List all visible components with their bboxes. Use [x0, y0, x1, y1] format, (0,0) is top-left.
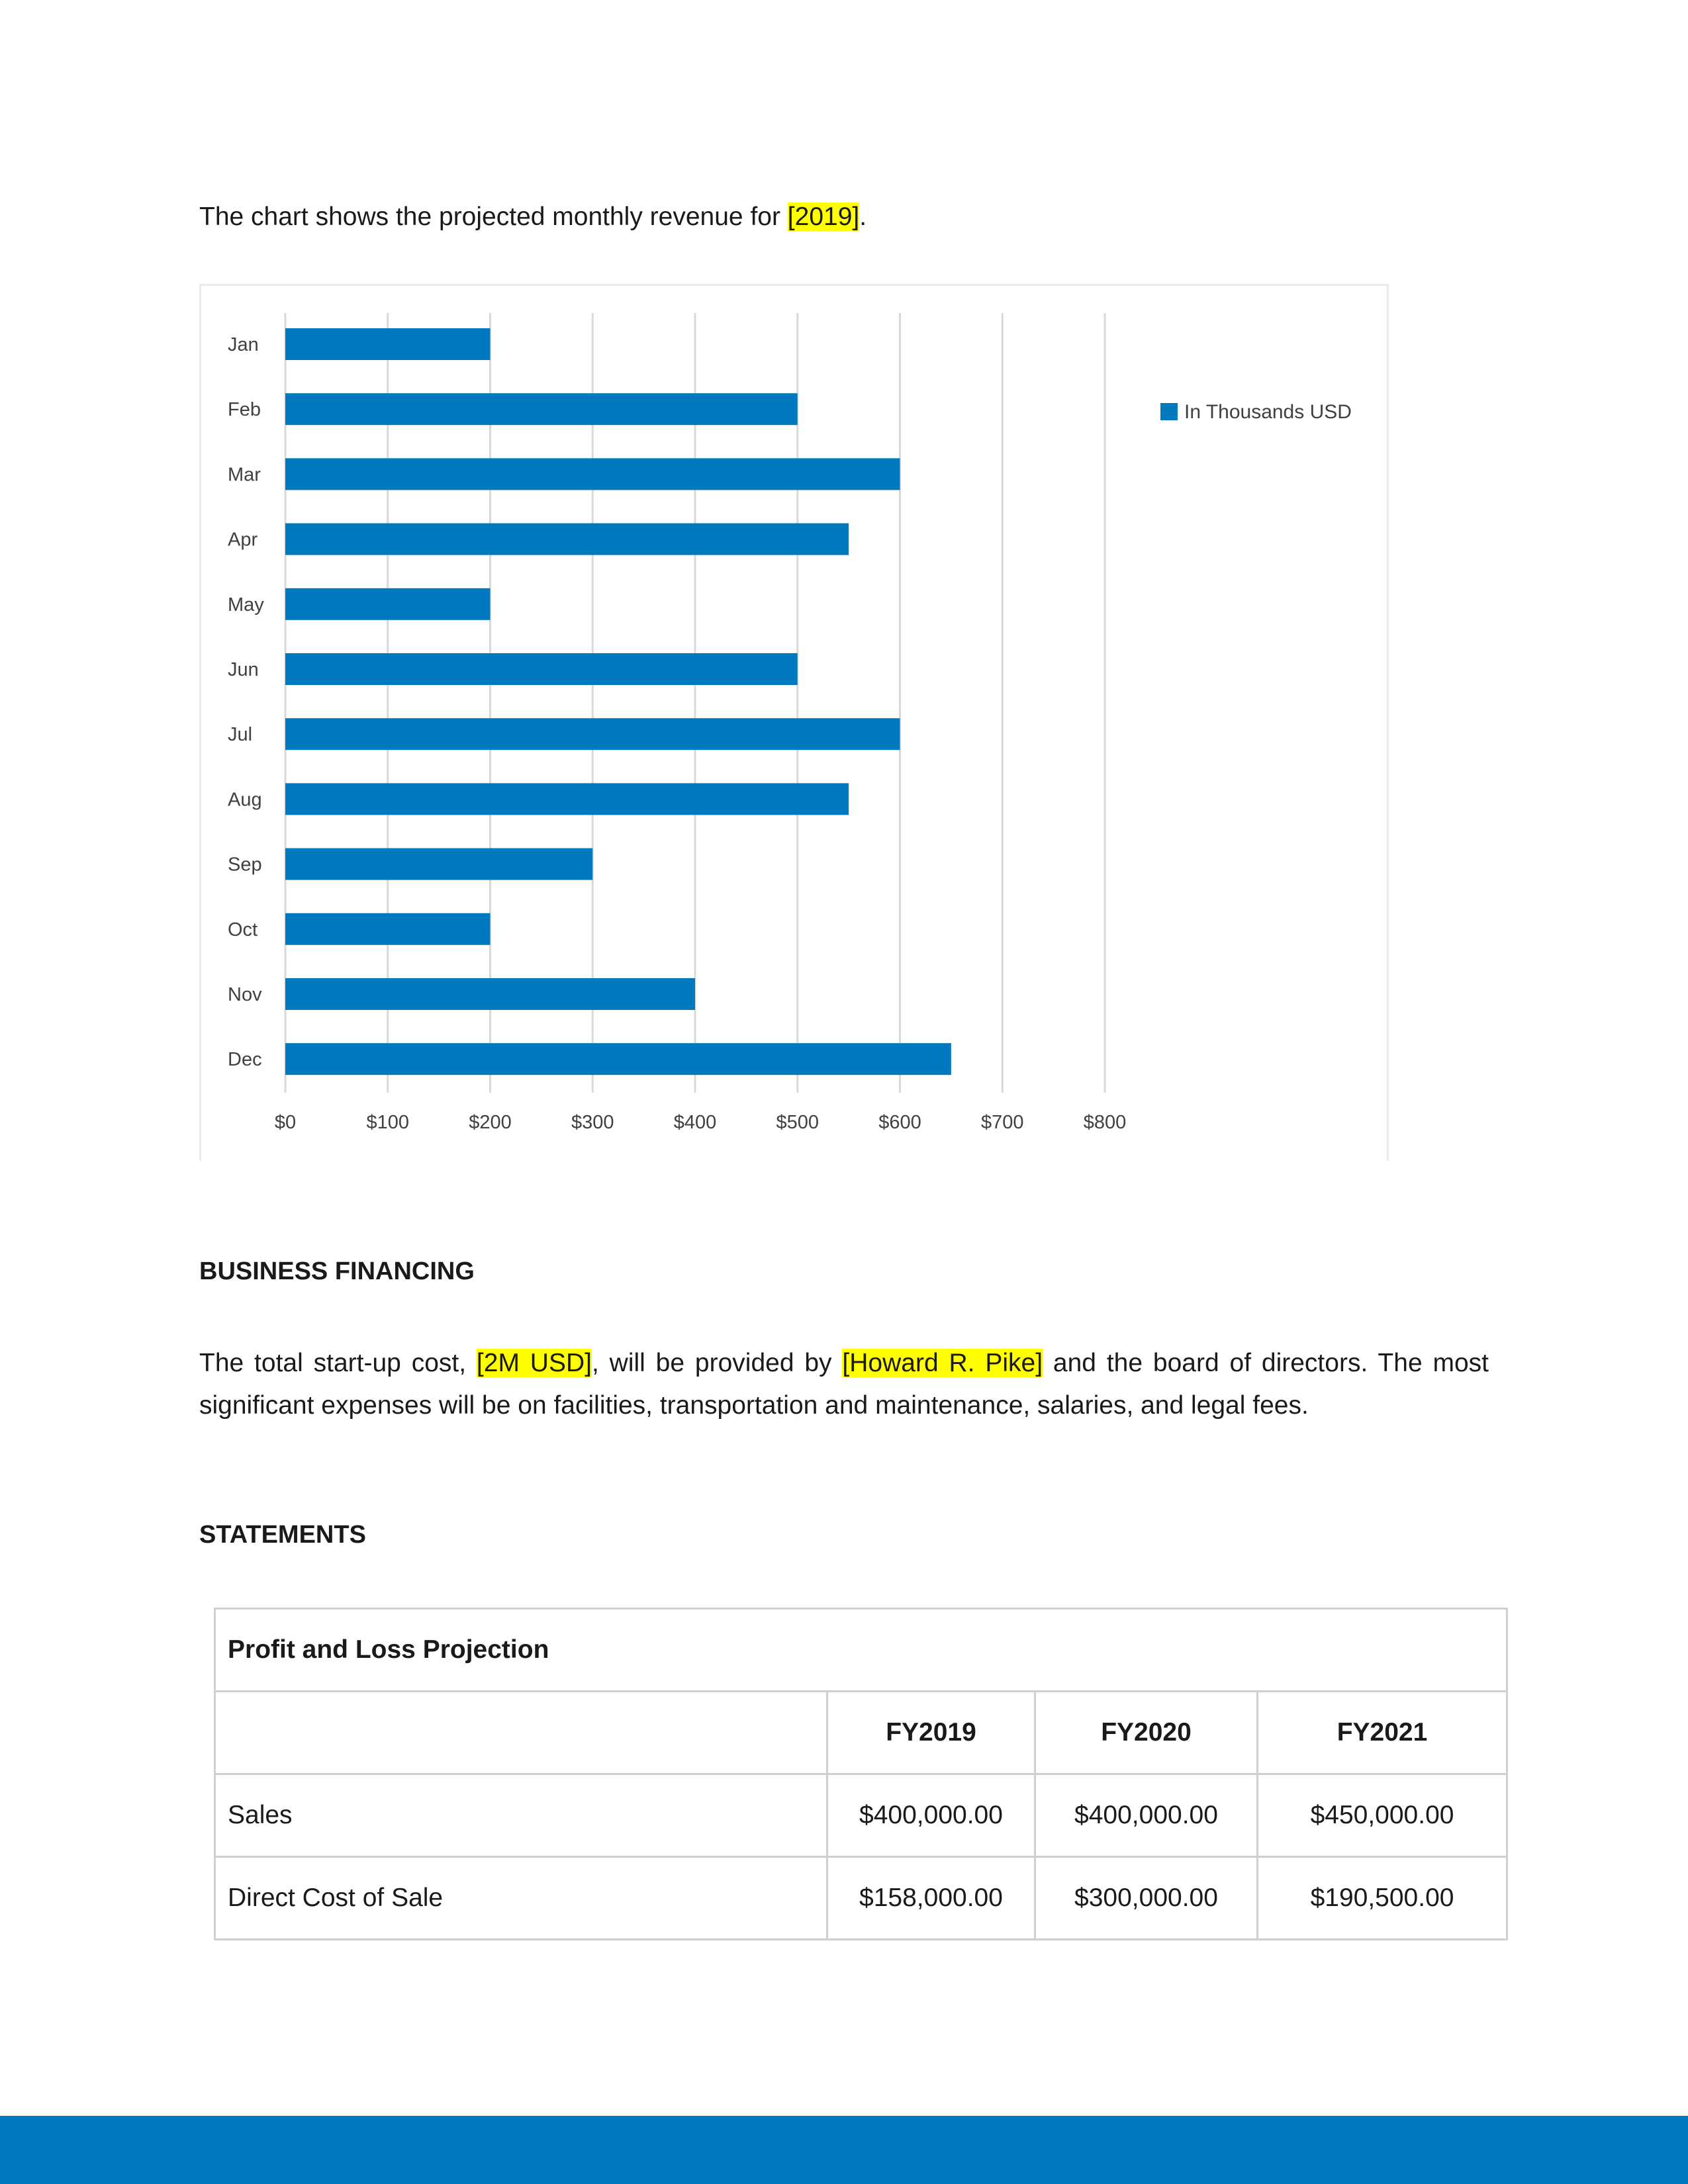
bar-may [285, 588, 491, 620]
cell-value: $450,000.00 [1258, 1774, 1507, 1857]
cell-value: $158,000.00 [827, 1857, 1035, 1940]
x-tick-label: $400 [673, 1112, 717, 1133]
bars [285, 328, 951, 1075]
category-label-oct: Oct [228, 919, 258, 940]
cell-value: $300,000.00 [1035, 1857, 1258, 1940]
chart-intro-text [199, 196, 867, 238]
bar-jun [285, 653, 798, 685]
provider-name-highlight: [Howard R. Pike] [842, 1349, 1043, 1377]
category-label-apr: Apr [228, 529, 258, 551]
category-label-jan: Jan [228, 334, 259, 355]
table-title-row [215, 1609, 1507, 1692]
cell-value: $400,000.00 [1035, 1774, 1258, 1857]
category-labels [228, 334, 264, 1070]
header-empty-cell [215, 1692, 827, 1774]
table-row [215, 1857, 1507, 1940]
chart-legend [1160, 401, 1352, 423]
category-label-dec: Dec [228, 1049, 262, 1071]
table-header-row [215, 1692, 1507, 1774]
financing-text-3: and the board of directors. The most significant expenses will be on facilities, transportation and maintenance, salaries, and legal fees. [199, 1349, 1489, 1420]
category-label-mar: Mar [228, 464, 261, 486]
revenue-chart [199, 284, 1389, 1161]
gridlines [285, 313, 1105, 1093]
x-tick-label: $300 [571, 1112, 614, 1133]
category-label-sep: Sep [228, 854, 262, 876]
startup-cost-highlight: [2M USD] [476, 1349, 592, 1377]
table-row [215, 1774, 1507, 1857]
header-fy2020: FY2020 [1035, 1692, 1258, 1774]
category-label-feb: Feb [228, 399, 261, 421]
x-tick-label: $700 [980, 1112, 1024, 1133]
bar-feb [285, 393, 798, 425]
x-tick-labels [275, 1112, 1126, 1133]
x-tick-label: $800 [1083, 1112, 1127, 1133]
financing-text-2: , will be provided by [591, 1349, 843, 1377]
financing-text-1: The total start-up cost, [199, 1349, 477, 1377]
bar-nov [285, 978, 695, 1010]
statements-heading: STATEMENTS [199, 1521, 366, 1549]
x-tick-label: $600 [878, 1112, 921, 1133]
category-label-jun: Jun [228, 659, 259, 680]
row-label-sales: Sales [215, 1774, 827, 1857]
bar-aug [285, 783, 849, 815]
cell-value: $190,500.00 [1258, 1857, 1507, 1940]
bar-jan [285, 328, 491, 360]
business-financing-paragraph [199, 1342, 1489, 1427]
header-fy2021: FY2021 [1258, 1692, 1507, 1774]
x-tick-label: $0 [274, 1112, 297, 1133]
x-tick-label: $200 [469, 1112, 512, 1133]
legend-label: In Thousands USD [1184, 401, 1352, 423]
revenue-chart-svg [201, 286, 1387, 1161]
year-placeholder-highlight: [2019] [787, 203, 860, 231]
category-label-aug: Aug [228, 789, 262, 811]
category-label-jul: Jul [228, 724, 253, 746]
legend-swatch [1160, 403, 1178, 420]
business-financing-heading: BUSINESS FINANCING [199, 1257, 475, 1285]
row-label-direct-cost: Direct Cost of Sale [215, 1857, 827, 1940]
x-tick-label: $500 [776, 1112, 820, 1133]
category-label-nov: Nov [228, 984, 262, 1005]
bar-sep [285, 848, 592, 880]
profit-loss-table [214, 1608, 1508, 1940]
cell-value: $400,000.00 [827, 1774, 1035, 1857]
bar-apr [285, 523, 849, 555]
table-title: Profit and Loss Projection [215, 1609, 1507, 1692]
header-fy2019: FY2019 [827, 1692, 1035, 1774]
x-tick-label: $100 [366, 1112, 410, 1133]
bar-jul [285, 718, 900, 750]
intro-text-after: . [859, 203, 867, 231]
bar-mar [285, 458, 900, 490]
intro-text-before: The chart shows the projected monthly revenue for [199, 203, 788, 231]
category-label-may: May [228, 594, 264, 615]
bar-dec [285, 1043, 951, 1075]
footer-bar [0, 2116, 1688, 2184]
bar-oct [285, 913, 491, 945]
